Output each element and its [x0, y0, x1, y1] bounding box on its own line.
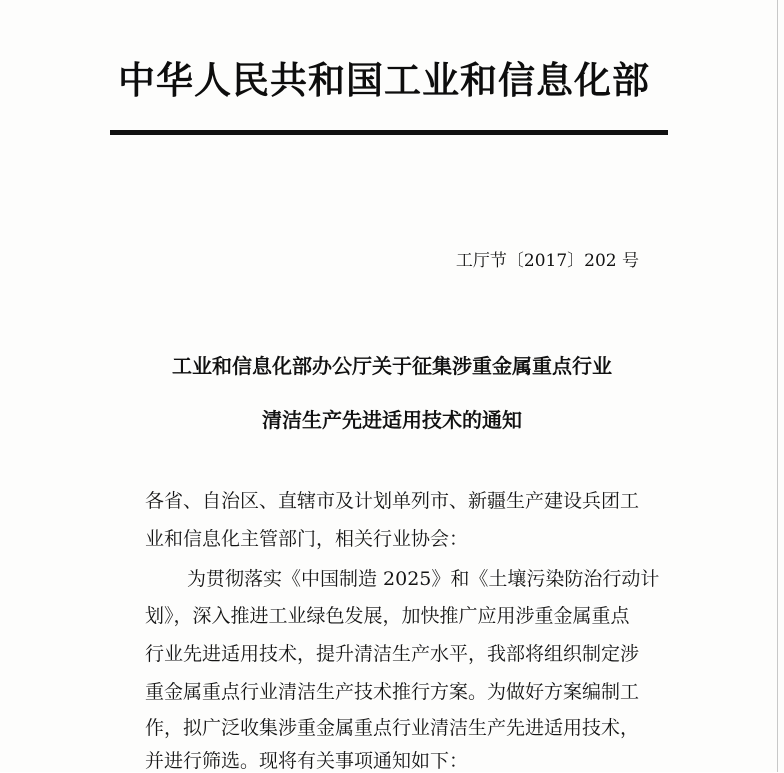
paragraph-line-2: 划》，深入推进工业绿色发展，加快推广应用涉重金属重点 — [145, 605, 630, 627]
document-title-line-1: 工业和信息化部办公厅关于征集涉重金属重点行业 — [172, 354, 612, 378]
addressee-line-1: 各省、自治区、直辖市及计划单列市、新疆生产建设兵团工 — [145, 490, 640, 512]
paragraph-line-5: 作，拟广泛收集涉重金属重点行业清洁生产先进适用技术， — [145, 717, 640, 739]
document-number: 工厅节〔2017〕202 号 — [455, 251, 639, 271]
header-rule — [110, 130, 668, 135]
paragraph-line-1: 为贯彻落实《中国制造 2025》和《土壤污染防治行动计 — [187, 568, 660, 590]
paragraph-line-4: 重金属重点行业清洁生产技术推行方案。为做好方案编制工 — [145, 681, 640, 703]
issuer-header: 中华人民共和国工业和信息化部 — [118, 59, 650, 102]
paragraph-line-6: 并进行筛选。现将有关事项通知如下： — [145, 750, 469, 772]
paragraph-line-3: 行业先进适用技术，提升清洁生产水平，我部将组织制定涉 — [145, 643, 640, 665]
document-title-line-2: 清洁生产先进适用技术的通知 — [262, 408, 522, 432]
page-edge — [777, 0, 778, 772]
addressee-line-2: 业和信息化主管部门，相关行业协会： — [145, 528, 469, 550]
